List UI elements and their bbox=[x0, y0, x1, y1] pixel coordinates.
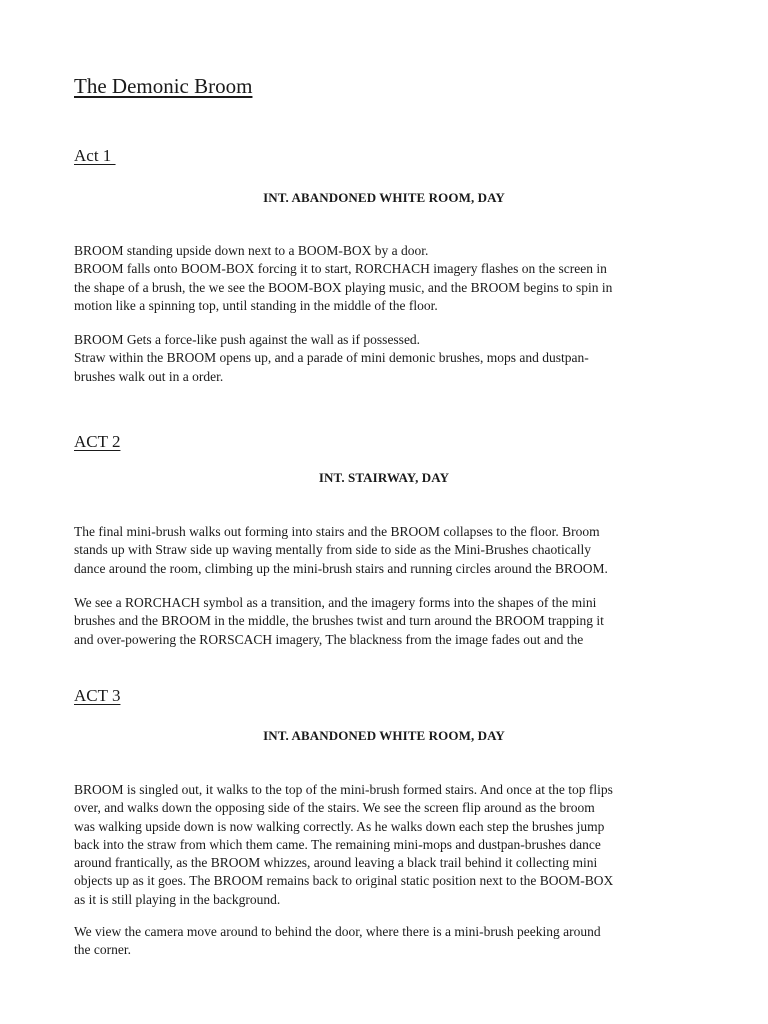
text-line: the corner. bbox=[74, 942, 131, 958]
text-line: over, and walks down the opposing side of the stairs. We see the screen flip around as the broom bbox=[74, 800, 595, 816]
text-line: The final mini-brush walks out forming into stairs and the BROOM collapses to the floor. Broom bbox=[74, 524, 600, 539]
act-3-heading: ACT 3 bbox=[74, 686, 121, 705]
text-line: We view the camera move around to behind the door, where there is a mini-brush peeking around bbox=[74, 924, 601, 939]
act-2-paragraph-1 bbox=[74, 523, 714, 578]
act-2-heading: ACT 2 bbox=[74, 432, 121, 451]
act-2-paragraph-2 bbox=[74, 594, 714, 649]
act-3-paragraph-1 bbox=[74, 781, 714, 909]
act-1-paragraph-2 bbox=[74, 331, 714, 386]
act-1-scene-heading: INT. ABANDONED WHITE ROOM, DAY bbox=[263, 190, 505, 205]
act-3-paragraph-2 bbox=[74, 923, 714, 960]
text-line: BROOM falls onto BOOM-BOX forcing it to start, RORCHACH imagery flashes on the screen in bbox=[74, 261, 607, 277]
text-line: around frantically, as the BROOM whizzes, around leaving a black trail behind it collecting mini bbox=[74, 855, 598, 871]
text-line: brushes and the BROOM in the middle, the brushes twist and turn around the BROOM trapping it bbox=[74, 613, 604, 629]
act-1-paragraph-1 bbox=[74, 242, 714, 315]
text-line: back into the straw from which them came. The remaining mini-mops and dustpan-brushes dance bbox=[74, 836, 601, 852]
text-line: BROOM Gets a force-like push against the wall as if possessed. bbox=[74, 332, 421, 347]
act-3-scene-heading: INT. ABANDONED WHITE ROOM, DAY bbox=[263, 728, 505, 743]
text-line: objects up as it goes. The BROOM remains back to original static position next to the BOOM-BOX bbox=[74, 873, 614, 889]
text-line: We see a RORCHACH symbol as a transition, and the imagery forms into the shapes of the mini bbox=[74, 595, 597, 610]
text-line: BROOM standing upside down next to a BOOM-BOX by a door. bbox=[74, 243, 429, 258]
text-line: BROOM is singled out, it walks to the top of the mini-brush formed stairs. And once at the top flips bbox=[74, 782, 613, 797]
text-line: stands up with Straw side up waving mentally from side to side as the Mini-Brushes chaotically bbox=[74, 542, 592, 558]
text-line: was walking upside down is now walking correctly. As he walks down each step the brushes jump bbox=[74, 818, 605, 834]
text-line: the shape of a brush, the we see the BOOM-BOX playing music, and the BROOM begins to spin in bbox=[74, 279, 613, 295]
text-line: Straw within the BROOM opens up, and a parade of mini demonic brushes, mops and dustpan- bbox=[74, 350, 589, 366]
act-1-heading: Act 1 bbox=[74, 146, 116, 165]
text-line: dance around the room, climbing up the mini-brush stairs and running circles around the BROOM. bbox=[74, 560, 608, 576]
document-title: The Demonic Broom bbox=[74, 74, 253, 98]
text-line: and over-powering the RORSCACH imagery, The blackness from the image fades out and the bbox=[74, 631, 584, 647]
act-2-scene-heading: INT. STAIRWAY, DAY bbox=[318, 470, 450, 485]
text-line: as it is still playing in the background. bbox=[74, 891, 281, 907]
text-line: motion like a spinning top, until standing in the middle of the floor. bbox=[74, 297, 438, 313]
text-line: brushes walk out in a order. bbox=[74, 368, 224, 384]
